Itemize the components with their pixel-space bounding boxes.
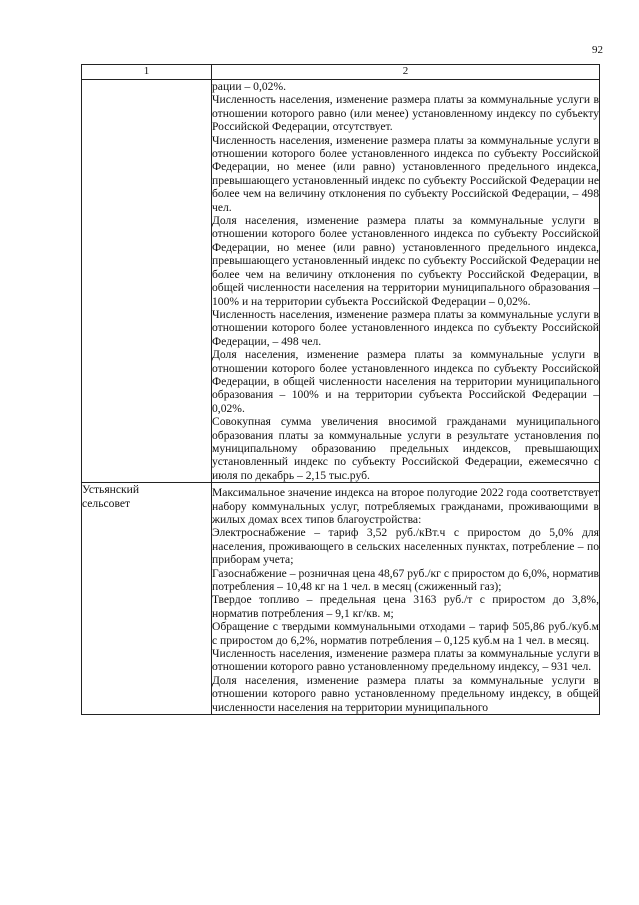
paragraph: Доля населения, изменение размера платы за коммунальные услуги в отношении которого более установленного индекса по субъекту Российской Федерации, в общей численности населения на территории муниципального образования – 100% и на территории субъекта Российской Федерации – 0,02%. (212, 348, 599, 415)
table-row (82, 80, 600, 483)
paragraph: Электроснабжение – тариф 3,52 руб./кВт.ч с приростом до 5,0% для населения, проживающего в сельских населенных пунктах, потребление – по приборам учета; (212, 526, 599, 567)
description-cell (212, 80, 600, 483)
paragraph: Газоснабжение – розничная цена 48,67 руб./кг с приростом до 6,0%, норматив потребления – 10,48 кг на 1 чел. в месяц (сжиженный газ); (212, 566, 599, 594)
table-row (82, 483, 600, 715)
paragraph: Твердое топливо – предельная цена 3163 руб./т с приростом до 3,8%, норматив потребления – 9,1 кг/кв. м; (212, 593, 599, 620)
paragraph: Численность населения, изменение размера платы за коммунальные услуги в отношении которого равно (или менее) установленному индексу по субъекту Российской Федерации, отсутствует. (212, 93, 599, 134)
paragraph: рации – 0,02%. (212, 80, 286, 93)
content-table (81, 64, 600, 715)
header-col-1: 1 (82, 65, 212, 80)
paragraph: Численность населения, изменение размера платы за коммунальные услуги в отношении которого более установленного индекса по субъекту Российской Федерации, но менее (или равно) установленного предельного индекса, превышающего установленный индекс по субъекту Российской Федерации не более чем на величину отклонения по субъекту Российской Федерации, – 498 чел. (212, 133, 599, 214)
paragraph: Доля населения, изменение размера платы за коммунальные услуги в отношении которого более установленного индекса по субъекту Российской Федерации, но менее (или равно) установленного предельного индекса, превышающего установленный индекс по субъекту Российской Федерации не более чем на величину отклонения по субъекту Российской Федерации, в общей численности населения на территории муниципального образования – 100% и на территории субъекта Российской Федерации – 0,02%. (212, 214, 599, 308)
municipality-cell (82, 483, 212, 715)
paragraph: Численность населения, изменение размера платы за коммунальные услуги в отношении которого более установленного индекса по субъекту Российской Федерации, – 498 чел. (212, 307, 599, 348)
paragraph: Доля населения, изменение размера платы за коммунальные услуги в отношении которого равно установленному предельному индексу, в общей численности населения на территории муниципального (212, 673, 599, 714)
paragraph: Максимальное значение индекса на второе полугодие 2022 года соответствует набору коммунальных услуг, потребляемых гражданами, проживающими в жилых домах всех типов благоустройства: (212, 486, 599, 526)
table-header-row (82, 65, 600, 80)
paragraph: Численность населения, изменение размера платы за коммунальные услуги в отношении которого равно установленному предельному индексу, – 931 чел. (212, 647, 599, 674)
header-col-2: 2 (212, 65, 600, 80)
municipality-name-line2: сельсовет (82, 496, 131, 510)
paragraph: Совокупная сумма увеличения вносимой гражданами муниципального образования платы за коммунальные услуги в результате установления по муниципальному образованию предельных индексов, превышающих установленный индекс по субъекту Российской Федерации, ежемесячно с июля по декабрь – 2,15 тыс.руб. (212, 415, 599, 482)
page-number: 92 (592, 44, 603, 56)
municipality-cell (82, 80, 212, 483)
description-cell (212, 483, 600, 715)
municipality-name-line1: Устьянский (82, 483, 140, 497)
paragraph: Обращение с твердыми коммунальными отходами – тариф 505,86 руб./куб.м с приростом до 6,2%, норматив потребления – 0,125 куб.м на 1 чел. в месяц. (212, 620, 599, 647)
